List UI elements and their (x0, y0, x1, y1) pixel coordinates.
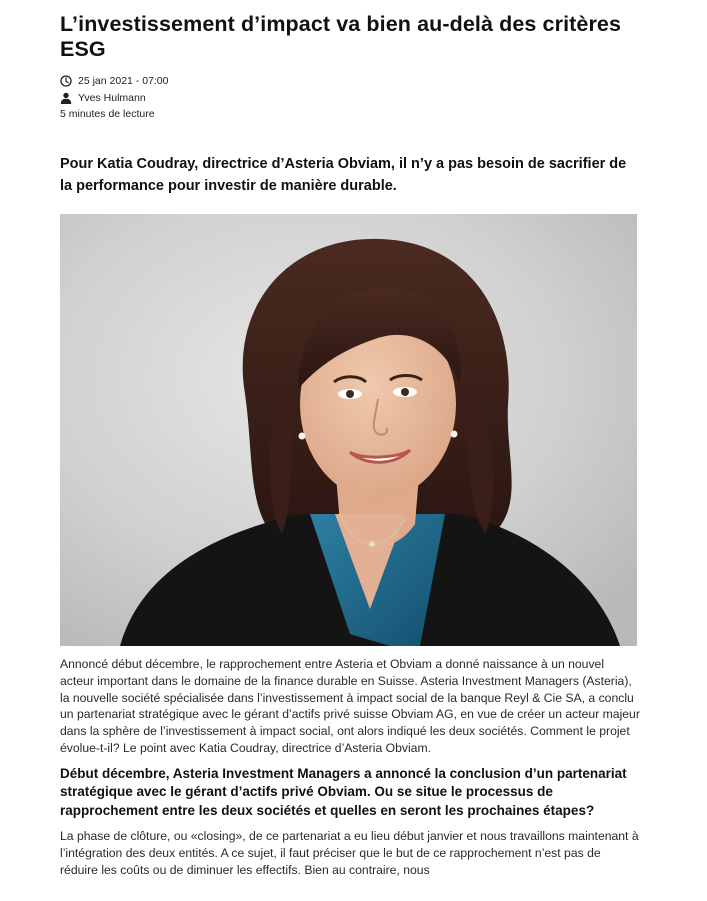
author-name[interactable]: Yves Hulmann (78, 91, 146, 104)
user-icon (60, 92, 72, 104)
clock-icon (60, 75, 72, 87)
reading-time-row (60, 106, 640, 123)
paragraph: La phase de clôture, ou «closing», de ce partenariat a eu lieu début janvier et nous travaillons maintenant à l’intégration des deux entités. A ce sujet, il faut préciser que le but de ce rapprochement n’est pas de réduire les coûts ou de diminuer les effectifs. Bien au contraire, nous (60, 829, 639, 877)
author-row (60, 90, 640, 107)
article-title: L’investissement d’impact va bien au-delà des critères ESG (60, 12, 622, 61)
publish-date: 25 jan 2021 - 07:00 (78, 75, 169, 87)
date-row (60, 73, 640, 90)
article-meta (60, 73, 640, 123)
portrait-photo (60, 214, 637, 646)
article-header (60, 12, 640, 197)
paragraph: Annoncé début décembre, le rapprochement entre Asteria et Obviam a donné naissance à un nouvel acteur important dans le domaine de la finance durable en Suisse. Asteria Investment Managers (Asteria), la nouvelle société spécialisée dans l’investissement à impact social de la banque Reyl & Cie SA, a conclu un partenariat stratégique avec le gérant d’actifs privé suisse Obviam AG, en vue de créer un acteur majeur dans la sphère de l’investissement à impact social, ont alors indiqué les deux sociétés. Comment le projet évolue-t-il? Le point avec Katia Coudray, directrice d’Asteria Obviam. (60, 657, 640, 755)
interview-question: Début décembre, Asteria Investment Managers a annoncé la conclusion d’un partenariat stratégique avec le gérant d’actifs privé Obviam. Ou se situe le processus de rapprochement entre les deux sociétés et quelles en seront les prochaines étapes? (60, 765, 627, 818)
article-lead: Pour Katia Coudray, directrice d’Asteria Obviam, il n’y a pas besoin de sacrifier de la performance pour investir de manière durable. (60, 155, 627, 194)
reading-time: 5 minutes de lecture (60, 108, 155, 120)
article-body (60, 656, 640, 879)
